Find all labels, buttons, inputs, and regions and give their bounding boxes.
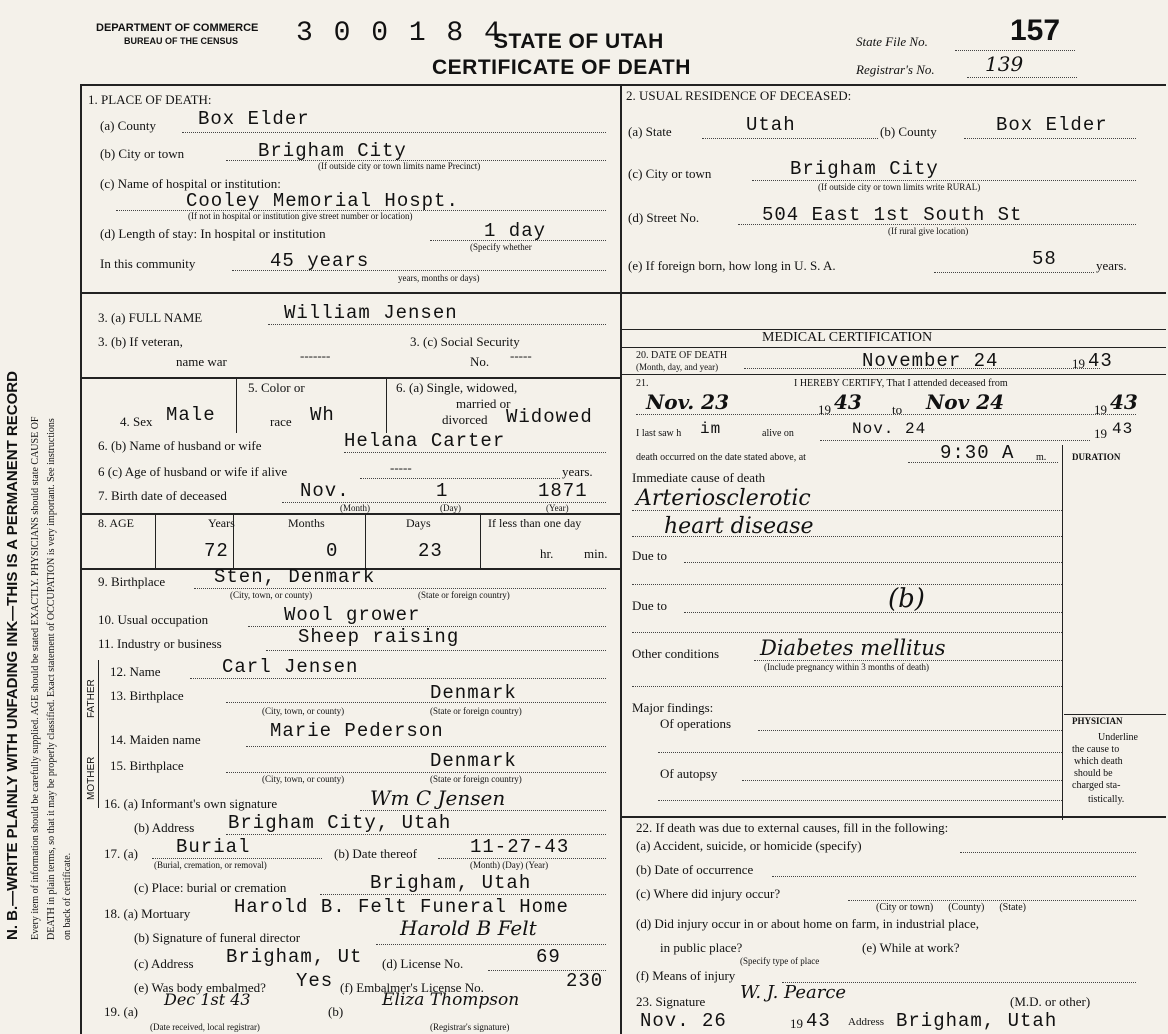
margin-note-info: Every item of information should be carefully supplied. AGE should be stated EXACTLY. PHYSICIANS should state CAUSE OF bbox=[30, 416, 41, 940]
major-findings-label: Major findings: bbox=[632, 700, 714, 715]
birthplace-note-state: (State or foreign country) bbox=[418, 590, 510, 600]
race-label: race bbox=[270, 414, 292, 429]
spouse-value: Helana Carter bbox=[344, 430, 506, 452]
full-name-value: William Jensen bbox=[284, 302, 458, 324]
street-label: (d) Street No. bbox=[628, 210, 700, 225]
alive-on-century: 19 bbox=[1094, 426, 1107, 441]
state-file-label: State File No. bbox=[856, 34, 928, 49]
father-name-value: Carl Jensen bbox=[222, 656, 359, 678]
mortuary-address-value: Brigham, Ut bbox=[226, 946, 363, 968]
name-war-value: ------- bbox=[300, 348, 331, 363]
father-side-label: FATHER bbox=[86, 679, 97, 718]
last-saw-label: I last saw h bbox=[636, 428, 682, 439]
place-of-death-heading: 1. PLACE OF DEATH: bbox=[88, 92, 212, 107]
physician-box-line-1: Underline bbox=[1098, 732, 1138, 743]
industry-label: 11. Industry or business bbox=[98, 636, 222, 651]
attended-to-value: Nov 24 bbox=[926, 390, 1005, 414]
registrar-sig-label: (b) bbox=[328, 1004, 344, 1019]
marital-label-3: divorced bbox=[442, 412, 488, 427]
embalmed-label: (e) Was body embalmed? bbox=[134, 980, 266, 995]
hospital-label: (c) Name of hospital or institution: bbox=[100, 176, 281, 191]
attended-from-century: 19 bbox=[818, 402, 831, 417]
medical-cert-heading: MEDICAL CERTIFICATION bbox=[762, 330, 933, 345]
birthplace-label: 9. Birthplace bbox=[98, 574, 166, 589]
hospital-note: (If not in hospital or institution give street number or location) bbox=[188, 211, 413, 221]
license-value: 69 bbox=[536, 946, 561, 968]
mother-birthplace-label: 15. Birthplace bbox=[110, 758, 184, 773]
received-note: (Date received, local registrar) bbox=[150, 1022, 260, 1032]
registrar-no-label: Registrar's No. bbox=[856, 62, 935, 77]
informant-address-value: Brigham City, Utah bbox=[228, 812, 452, 834]
residence-city-label: (c) City or town bbox=[628, 166, 712, 181]
occupation-value: Wool grower bbox=[284, 604, 421, 626]
other-conditions-value: Diabetes mellitus bbox=[760, 636, 946, 660]
industry-value: Sheep raising bbox=[298, 626, 460, 648]
alive-on-value: Nov. 24 bbox=[852, 420, 927, 438]
informant-address-label: (b) Address bbox=[134, 820, 195, 835]
funeral-director-label: (b) Signature of funeral director bbox=[134, 930, 301, 945]
due-to-mark: (b) bbox=[888, 584, 925, 614]
marital-value: Widowed bbox=[506, 406, 593, 428]
injury-location-label: (c) Where did injury occur? bbox=[636, 886, 781, 901]
physician-box-title: PHYSICIAN bbox=[1072, 716, 1123, 726]
other-conditions-label: Other conditions bbox=[632, 646, 720, 661]
disposition-date-label: (b) Date thereof bbox=[334, 846, 418, 861]
age-days-label: Days bbox=[406, 516, 431, 530]
last-saw-him: im bbox=[700, 420, 722, 438]
date-of-death-label: 20. DATE OF DEATH bbox=[636, 350, 728, 361]
physician-address-label: Address bbox=[848, 1016, 885, 1028]
certify-number: 21. bbox=[636, 378, 649, 389]
age-days-value: 23 bbox=[418, 540, 443, 562]
race-value: Wh bbox=[310, 404, 335, 426]
ss-no-value: ----- bbox=[510, 348, 532, 363]
physician-signature-label: 23. Signature bbox=[636, 994, 706, 1009]
disposition-note: (Burial, cremation, or removal) bbox=[154, 860, 267, 870]
mortuary-label: 18. (a) Mortuary bbox=[104, 906, 191, 921]
physician-sign-century: 19 bbox=[790, 1016, 803, 1031]
death-city-note: (If outside city or town limits name Precinct) bbox=[318, 161, 481, 171]
community-value: 45 years bbox=[270, 250, 370, 272]
immediate-cause-line-2: heart disease bbox=[664, 514, 814, 539]
spouse-age-label: 6 (c) Age of husband or wife if alive bbox=[98, 464, 288, 479]
physician-box-line-2: the cause to bbox=[1072, 744, 1120, 755]
foreign-born-value: 58 bbox=[1032, 248, 1057, 270]
embalmer-license-value: 230 bbox=[566, 970, 604, 992]
occupation-label: 10. Usual occupation bbox=[98, 612, 209, 627]
name-war-label: name war bbox=[176, 354, 227, 369]
of-autopsy-label: Of autopsy bbox=[660, 766, 718, 781]
foreign-born-unit: years. bbox=[1096, 258, 1127, 273]
physician-address-value: Brigham, Utah bbox=[896, 1010, 1058, 1032]
registrar-number: 139 bbox=[985, 52, 1024, 76]
mother-name-value: Marie Pederson bbox=[270, 720, 444, 742]
death-city-label: (b) City or town bbox=[100, 146, 185, 161]
birth-day-value: 1 bbox=[436, 480, 449, 502]
sex-value: Male bbox=[166, 404, 216, 426]
informant-label: 16. (a) Informant's own signature bbox=[104, 796, 278, 811]
social-security-label: 3. (c) Social Security bbox=[410, 334, 520, 349]
margin-note-death: DEATH in plain terms, so that it may be properly classified. Exact statement of OCCUPATION is very important. See instructions bbox=[46, 418, 57, 940]
physician-box-line-6: tistically. bbox=[1088, 794, 1125, 805]
state-title: STATE OF UTAH bbox=[494, 30, 664, 53]
death-time-m: m. bbox=[1036, 452, 1047, 463]
funeral-director-signature: Harold B Felt bbox=[400, 916, 537, 940]
mother-side-label: MOTHER bbox=[86, 756, 97, 800]
public-place-note: (Specify type of place bbox=[740, 956, 820, 966]
burial-place-value: Brigham, Utah bbox=[370, 872, 532, 894]
residence-heading: 2. USUAL RESIDENCE OF DECEASED: bbox=[626, 88, 852, 103]
birthplace-value: Sten, Denmark bbox=[214, 566, 376, 588]
mortuary-address-label: (c) Address bbox=[134, 956, 194, 971]
age-months-value: 0 bbox=[326, 540, 339, 562]
physician-signature: W. J. Pearce bbox=[740, 982, 847, 1003]
received-label: 19. (a) bbox=[104, 1004, 138, 1019]
father-bp-note-state: (State or foreign country) bbox=[430, 706, 522, 716]
attended-from-year: 43 bbox=[834, 390, 862, 414]
alive-on-year: 43 bbox=[1112, 420, 1134, 438]
disposition-label: 17. (a) bbox=[104, 846, 138, 861]
stay-value: 1 day bbox=[484, 220, 547, 242]
sex-label: 4. Sex bbox=[120, 414, 153, 429]
date-of-death-year: 43 bbox=[1088, 350, 1113, 372]
birthplace-note-city: (City, town, or county) bbox=[230, 590, 313, 600]
means-of-injury-label: (f) Means of injury bbox=[636, 968, 736, 983]
registrar-sig-note: (Registrar's signature) bbox=[430, 1022, 510, 1032]
embalmer-license-label: (f) Embalmer's License No. bbox=[340, 980, 484, 995]
ss-no-label: No. bbox=[470, 354, 490, 369]
age-years-value: 72 bbox=[204, 540, 229, 562]
community-note: years, months or days) bbox=[398, 273, 480, 283]
residence-city-note: (If outside city or town limits write RURAL) bbox=[818, 182, 981, 192]
marital-label-1: 6. (a) Single, widowed, bbox=[396, 380, 518, 395]
death-county-value: Box Elder bbox=[198, 108, 310, 130]
embalmed-value: Yes bbox=[296, 970, 334, 992]
physician-box-line-5: charged sta- bbox=[1072, 780, 1121, 791]
father-birthplace-value: Denmark bbox=[430, 682, 517, 704]
immediate-cause-label: Immediate cause of death bbox=[632, 470, 766, 485]
age-min-label: min. bbox=[584, 546, 608, 561]
foreign-born-label: (e) If foreign born, how long in U. S. A. bbox=[628, 258, 836, 273]
hospital-value: Cooley Memorial Hospt. bbox=[186, 190, 459, 212]
death-city-value: Brigham City bbox=[258, 140, 407, 162]
form-left-border bbox=[80, 84, 82, 1034]
birth-month-note: (Month) bbox=[340, 503, 370, 513]
street-value: 504 East 1st South St bbox=[762, 204, 1023, 226]
physician-box-line-4: should be bbox=[1074, 768, 1113, 779]
father-bp-note-city: (City, town, or county) bbox=[262, 706, 345, 716]
mother-name-label: 14. Maiden name bbox=[110, 732, 201, 747]
mother-bp-note-city: (City, town, or county) bbox=[262, 774, 345, 784]
physician-sign-date: Nov. 26 bbox=[640, 1010, 727, 1032]
residence-city-value: Brigham City bbox=[790, 158, 939, 180]
attended-to-century: 19 bbox=[1094, 402, 1107, 417]
age-months-label: Months bbox=[288, 516, 325, 530]
other-conditions-note: (Include pregnancy within 3 months of death) bbox=[764, 662, 929, 672]
accident-label: (a) Accident, suicide, or homicide (specify) bbox=[636, 838, 862, 853]
form-center-divider bbox=[620, 84, 622, 1034]
community-label: In this community bbox=[100, 256, 196, 271]
physician-box-line-3: which death bbox=[1074, 756, 1123, 767]
certify-text: I HEREBY CERTIFY, That I attended deceased from bbox=[794, 378, 1008, 389]
bureau-label: BUREAU OF THE CENSUS bbox=[124, 36, 239, 46]
residence-state-value: Utah bbox=[746, 114, 796, 136]
dept-label: DEPARTMENT OF COMMERCE bbox=[96, 22, 259, 34]
informant-signature: Wm C Jensen bbox=[370, 786, 506, 810]
birth-month-value: Nov. bbox=[300, 480, 350, 502]
age-years-label: Years bbox=[208, 516, 235, 530]
age-label: 8. AGE bbox=[98, 516, 134, 530]
date-of-death-note: (Month, day, and year) bbox=[636, 362, 719, 372]
date-occurrence-label: (b) Date of occurrence bbox=[636, 862, 754, 877]
immediate-cause-line-1: Arteriosclerotic bbox=[636, 486, 811, 511]
injury-location-note: (City or town) (County) (State) bbox=[876, 902, 1026, 913]
street-note: (If rural give location) bbox=[888, 226, 969, 236]
mortuary-value: Harold B. Felt Funeral Home bbox=[234, 896, 569, 918]
full-name-label: 3. (a) FULL NAME bbox=[98, 310, 203, 325]
injury-home-label: (d) Did injury occur in or about home on farm, in industrial place, bbox=[636, 916, 979, 931]
birth-year-value: 1871 bbox=[538, 480, 588, 502]
physician-sign-year: 43 bbox=[806, 1010, 831, 1032]
date-of-death-value: November 24 bbox=[862, 350, 999, 372]
birth-date-label: 7. Birth date of deceased bbox=[98, 488, 227, 503]
license-label: (d) License No. bbox=[382, 956, 464, 971]
birth-year-note: (Year) bbox=[546, 503, 569, 513]
death-county-label: (a) County bbox=[100, 118, 156, 133]
of-operations-label: Of operations bbox=[660, 716, 732, 731]
veteran-label: 3. (b) If veteran, bbox=[98, 334, 183, 349]
age-less-label: If less than one day bbox=[488, 516, 582, 530]
disposition-date-note: (Month) (Day) (Year) bbox=[470, 860, 549, 870]
date-of-death-century: 19 bbox=[1072, 356, 1085, 371]
attended-to-year: 43 bbox=[1110, 390, 1138, 414]
mother-bp-note-state: (State or foreign country) bbox=[430, 774, 522, 784]
certificate-stamp-number: 3 0 0 1 8 4 bbox=[296, 18, 503, 49]
spouse-label: 6. (b) Name of husband or wife bbox=[98, 438, 262, 453]
father-name-label: 12. Name bbox=[110, 664, 161, 679]
form-top-border bbox=[80, 84, 1166, 86]
stay-label: (d) Length of stay: In hospital or institution bbox=[100, 226, 326, 241]
due-to-label-1: Due to bbox=[632, 548, 668, 563]
stay-note: (Specify whether bbox=[470, 242, 532, 252]
age-hr-label: hr. bbox=[540, 546, 554, 561]
residence-county-value: Box Elder bbox=[996, 114, 1108, 136]
attended-from-value: Nov. 23 bbox=[646, 390, 729, 414]
spouse-age-unit: years. bbox=[562, 464, 593, 479]
birth-day-note: (Day) bbox=[440, 503, 461, 513]
due-to-label-2: Due to bbox=[632, 598, 668, 613]
mother-birthplace-value: Denmark bbox=[430, 750, 517, 772]
burial-place-label: (c) Place: burial or cremation bbox=[134, 880, 287, 895]
death-time-value: 9:30 A bbox=[940, 442, 1015, 464]
father-birthplace-label: 13. Birthplace bbox=[110, 688, 184, 703]
margin-note-permanent: N. B.—WRITE PLAINLY WITH UNFADING INK—THIS IS A PERMANENT RECORD bbox=[4, 371, 21, 940]
marital-label-2: married or bbox=[456, 396, 511, 411]
residence-county-label: (b) County bbox=[880, 124, 937, 139]
color-label: 5. Color or bbox=[248, 380, 305, 395]
certificate-title: CERTIFICATE OF DEATH bbox=[432, 56, 691, 79]
death-time-label: death occurred on the date stated above, at bbox=[636, 452, 806, 463]
received-date-value: Dec 1st 43 bbox=[164, 990, 251, 1009]
while-at-work-label: (e) While at work? bbox=[862, 940, 960, 955]
spouse-age-value: ----- bbox=[390, 460, 412, 475]
duration-label: DURATION bbox=[1072, 452, 1121, 462]
disposition-date-value: 11-27-43 bbox=[470, 836, 570, 858]
residence-state-label: (a) State bbox=[628, 124, 672, 139]
attended-to-label: to bbox=[892, 402, 903, 417]
public-place-label: in public place? bbox=[660, 940, 743, 955]
registrar-signature: Eliza Thompson bbox=[382, 990, 520, 1010]
external-causes-heading: 22. If death was due to external causes, fill in the following: bbox=[636, 820, 949, 835]
md-label: (M.D. or other) bbox=[1010, 994, 1091, 1009]
margin-note-back: on back of certificate. bbox=[62, 852, 73, 940]
alive-on-label: alive on bbox=[762, 428, 794, 439]
disposition-value: Burial bbox=[176, 836, 251, 858]
state-file-number: 157 bbox=[1010, 14, 1061, 47]
